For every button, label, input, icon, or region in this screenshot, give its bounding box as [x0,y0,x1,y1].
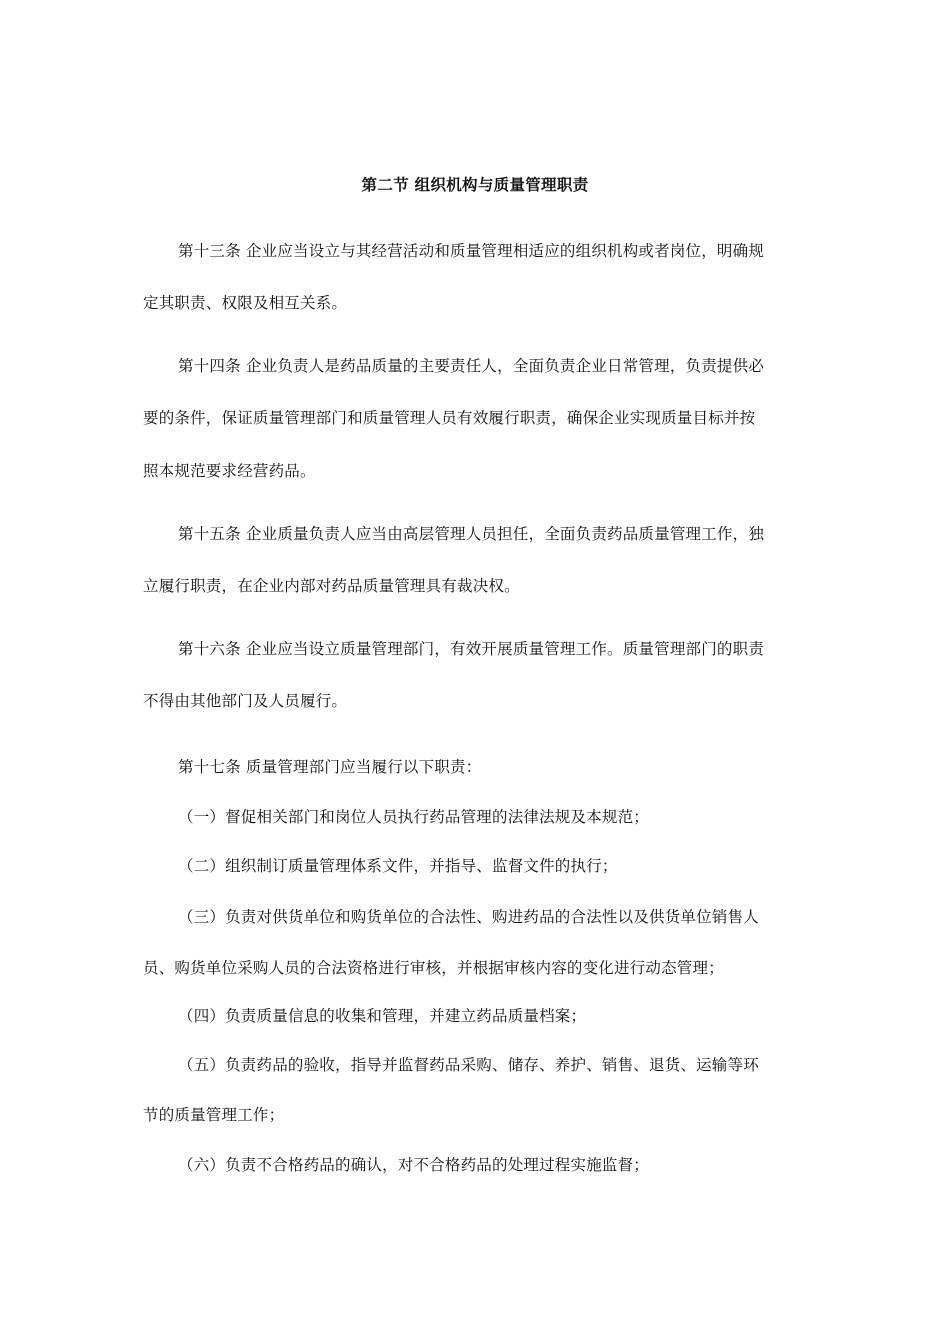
article-17-item-2: （二）组织制订质量管理体系文件，并指导、监督文件的执行； [178,857,618,875]
article-17-item-3-line-1: （三）负责对供货单位和购货单位的合法性、购进药品的合法性以及供货单位销售人 [178,908,759,926]
article-14-line-2: 要的条件，保证质量管理部门和质量管理人员有效履行职责，确保企业实现质量目标并按 [143,409,756,427]
article-17-item-5-line-2: 节的质量管理工作； [143,1106,285,1124]
section-title: 第二节 组织机构与质量管理职责 [361,176,589,194]
article-13-line-2: 定其职责、权限及相互关系。 [143,294,348,312]
article-17-item-3-line-2: 员、购货单位采购人员的合法资格进行审核，并根据审核内容的变化进行动态管理； [143,959,724,977]
article-16-line-1: 第十六条 企业应当设立质量管理部门，有效开展质量管理工作。质量管理部门的职责 [178,640,765,658]
article-17-item-5-line-1: （五）负责药品的验收，指导并监督药品采购、储存、养护、销售、退货、运输等环 [178,1056,759,1074]
article-17-line-1: 第十七条 质量管理部门应当履行以下职责： [178,758,482,776]
article-14-line-3: 照本规范要求经营药品。 [143,462,316,480]
article-17-item-6: （六）负责不合格药品的确认，对不合格药品的处理过程实施监督； [178,1156,650,1174]
article-15-line-2: 立履行职责，在企业内部对药品质量管理具有裁决权。 [143,577,520,595]
article-16-line-2: 不得由其他部门及人员履行。 [143,692,348,710]
article-17-item-4: （四）负责质量信息的收集和管理，并建立药品质量档案； [178,1007,587,1025]
article-14-line-1: 第十四条 企业负责人是药品质量的主要责任人，全面负责企业日常管理，负责提供必 [178,357,765,375]
article-17-item-1: （一）督促相关部门和岗位人员执行药品管理的法律法规及本规范； [178,808,650,826]
article-15-line-1: 第十五条 企业质量负责人应当由高层管理人员担任，全面负责药品质量管理工作，独 [178,525,765,543]
article-13-line-1: 第十三条 企业应当设立与其经营活动和质量管理相适应的组织机构或者岗位，明确规 [178,242,765,260]
